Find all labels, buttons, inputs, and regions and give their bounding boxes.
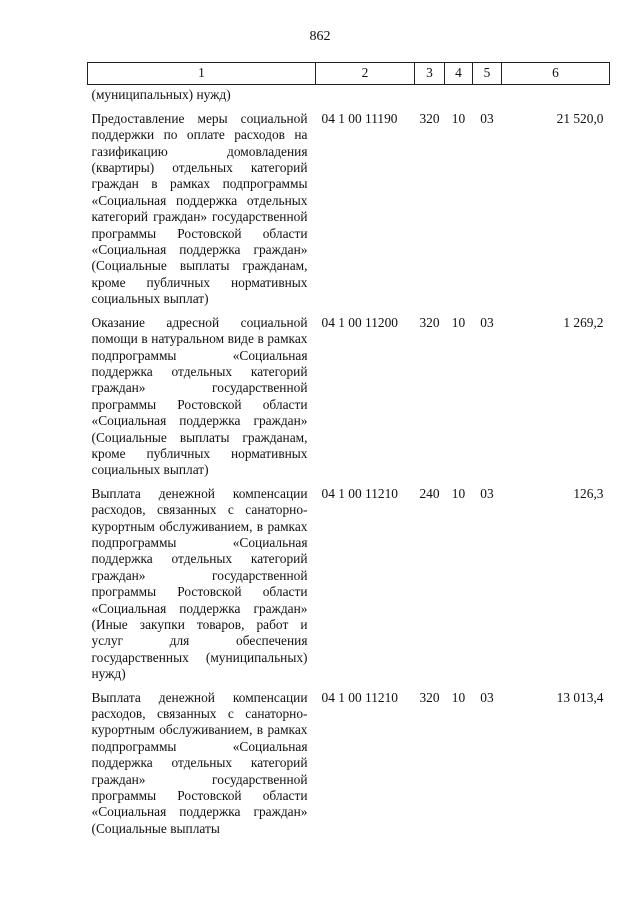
row-amount: 13 013,4 — [556, 689, 604, 705]
row-col3: 320 — [419, 689, 440, 705]
row-amount: 126,3 — [573, 485, 604, 501]
row-col5: 03 — [480, 110, 494, 126]
continuation-row — [88, 85, 610, 108]
row-col4: 10 — [451, 689, 466, 705]
row-amount: 21 520,0 — [556, 110, 604, 126]
column-header-3: 3 — [415, 63, 445, 85]
budget-table — [87, 62, 610, 841]
row-description: Предоставление меры социальной поддержки по оплате расходов на газификацию домовладения (квартиры) отдельных категорий граждан в рамках подпрограммы «Социальная поддержка отдельных категорий граждан» государственной программы Ростовской области «Социальная поддержка граждан» (Социальные выплаты гражданам, кроме публичных нормативных социальных выплат) — [91, 110, 308, 307]
row-col5: 03 — [480, 689, 494, 705]
column-header-4: 4 — [445, 63, 473, 85]
column-header-5: 5 — [473, 63, 502, 85]
row-col3: 320 — [419, 110, 440, 126]
row-col5: 03 — [480, 314, 494, 330]
row-col4: 10 — [451, 314, 466, 330]
row-col4: 10 — [451, 485, 466, 501]
row-code: 04 1 00 11200 — [321, 314, 398, 330]
row-col4: 10 — [451, 110, 466, 126]
row-amount: 1 269,2 — [563, 314, 604, 330]
table-row — [88, 108, 610, 312]
row-code: 04 1 00 11210 — [321, 485, 398, 501]
column-header-2: 2 — [316, 63, 415, 85]
column-header-6: 6 — [502, 63, 610, 85]
table-row — [88, 312, 610, 483]
page-number: 862 — [309, 29, 331, 44]
row-description: Выплата денежной компенсации расходов, связанных с санаторно-курортным обслуживанием, в рамках подпрограммы «Социальная поддержка отдельных категорий граждан» государственной программы Ростовской области «Социальная поддержка граждан» (Социальные выплаты — [91, 689, 308, 836]
table-row — [88, 483, 610, 687]
table-header-row — [88, 63, 610, 85]
row-col3: 320 — [419, 314, 440, 330]
row-col5: 03 — [480, 485, 494, 501]
continuation-text: (муниципальных) нужд) — [91, 87, 231, 103]
row-code: 04 1 00 11190 — [321, 110, 398, 126]
column-header-1: 1 — [88, 63, 316, 85]
row-description: Выплата денежной компенсации расходов, связанных с санаторно-курортным обслуживанием, в рамках подпрограммы «Социальная поддержка отдельных категорий граждан» государственной программы Ростовской области «Социальная поддержка граждан» (Иные закупки товаров, работ и услуг для обеспечения государственных (муниципальных) нужд) — [91, 485, 308, 682]
table-row — [88, 687, 610, 842]
row-code: 04 1 00 11210 — [321, 689, 398, 705]
row-col3: 240 — [419, 485, 440, 501]
row-description: Оказание адресной социальной помощи в натуральном виде в рамках подпрограммы «Социальная поддержка отдельных категорий граждан» государственной программы Ростовской области «Социальная поддержка граждан» (Социальные выплаты гражданам, кроме публичных нормативных социальных выплат) — [91, 314, 308, 478]
